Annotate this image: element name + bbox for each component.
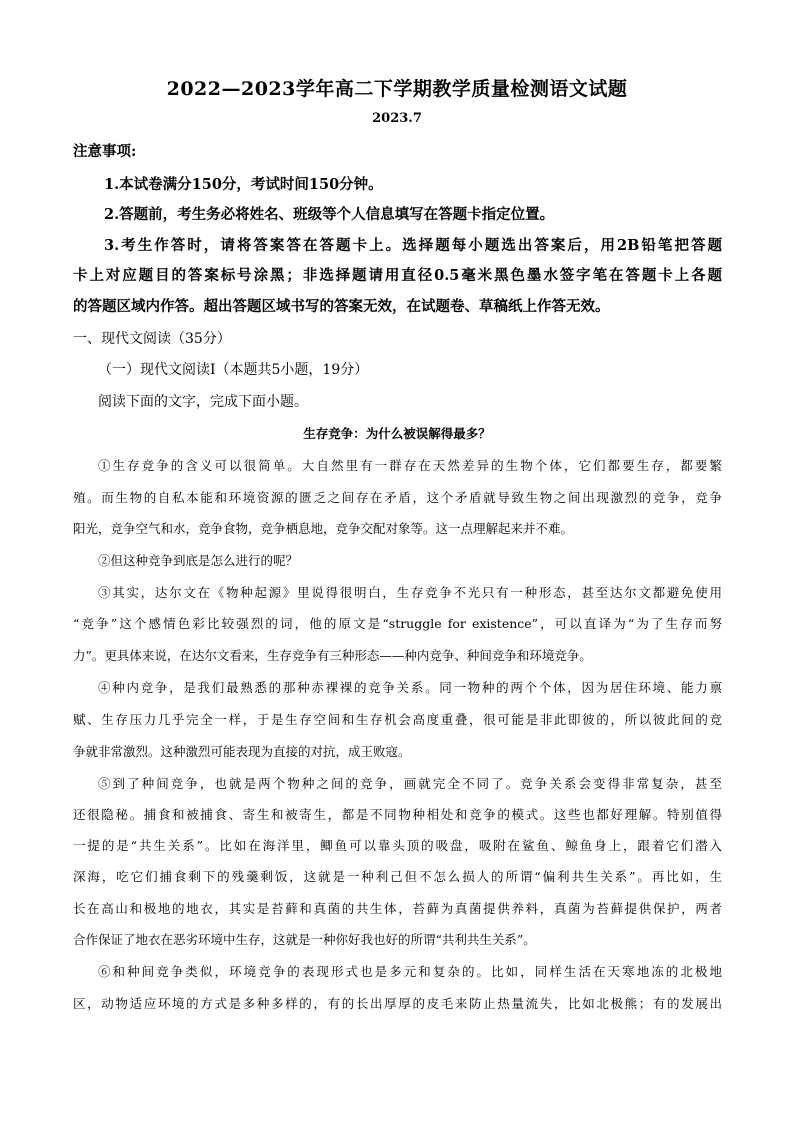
- article-line: ①生存竞争的含义可以很简单。大自然里有一群存在天然差异的生物个体，它们都要生存，都要繁: [98, 458, 722, 473]
- notice-item-3-line-2: 卡上对应题目的答案标号涂黑；非选择题请用直径0.5毫米黑色墨水签字笔在答题卡上各题: [73, 267, 722, 284]
- article-line: ④种内竞争，是我们最熟悉的那种赤裸裸的竞争关系。同一物种的两个个体，因为居住环境、能力禀: [98, 680, 722, 695]
- article-line: 力”。更具体来说，在达尔文看来，生存竞争有三种形态——种内竞争、种间竞争和环境竞争。: [73, 648, 592, 663]
- article-line: ②但这种竞争到底是怎么进行的呢？: [98, 553, 299, 568]
- article-line: ③其实，达尔文在《物种起源》里说得很明白，生存竞争不光只有一种形态，甚至达尔文都避免使用: [98, 585, 722, 600]
- notice-heading: 注意事项:: [73, 143, 137, 160]
- article-line: 一提的是“共生关系”。比如在海洋里，鲫鱼可以靠头顶的吸盘，吸附在鲨鱼、鲸鱼身上，跟着它们潜入: [73, 838, 722, 853]
- article-line: 合作保证了地衣在恶劣环境中生存，这就是一种你好我也好的所谓“共利共生关系”。: [73, 932, 536, 947]
- notice-item-3-line-1: 3.考生作答时，请将答案答在答题卡上。选择题每小题选出答案后，用2B铅笔把答题: [104, 237, 722, 254]
- exam-title: 2022—2023学年高二下学期教学质量检测语文试题: [166, 78, 628, 100]
- article-line: 殖。而生物的自私本能和环境资源的匮乏之间存在矛盾，这个矛盾就导致生物之间出现激烈的竞争，竞争: [73, 490, 722, 505]
- article-line: 区，动物适应环境的方式是多种多样的，有的长出厚厚的皮毛来防止热量流失，比如北极熊；有的发展出: [73, 996, 722, 1011]
- article-line: ⑥和种间竞争类似，环境竞争的表现形式也是多元和复杂的。比如，同样生活在天寒地冻的北极地: [98, 964, 722, 979]
- article-title: 生存竞争：为什么被误解得最多？: [303, 426, 491, 441]
- exam-date: 2023.7: [372, 111, 422, 126]
- article-line: 长在高山和极地的地衣，其实是苔藓和真菌的共生体，苔藓为真菌提供养料，真菌为苔藓提供保护，两者: [73, 901, 722, 916]
- article-line: 还很隐秘。捕食和被捕食、寄生和被寄生，都是不同物种相处和竞争的模式。这些也都好理解。特别值得: [73, 807, 722, 822]
- notice-item-1: 1.本试卷满分150分，考试时间150分钟。: [104, 176, 383, 193]
- article-line: 争就非常激烈。这种激烈可能表现为直接的对抗，成王败寇。: [73, 744, 411, 759]
- article-line: 赋、生存压力几乎完全一样，于是生存空间和生存机会高度重叠，很可能是非此即彼的，所以彼此间的竞: [73, 712, 722, 727]
- article-line: 深海，吃它们捕食剩下的残羹剩饭，这就是一种利己但不怎么损人的所谓“偏利共生关系”。再比如，生: [73, 869, 722, 884]
- notice-item-2: 2.答题前，考生务必将姓名、班级等个人信息填写在答题卡指定位置。: [104, 206, 555, 223]
- section-heading: 一、现代文阅读（35分）: [73, 331, 231, 347]
- article-line: ⑤到了种间竞争，也就是两个物种之间的竞争，画就完全不同了。竞争关系会变得非常复杂，甚至: [98, 776, 722, 791]
- article-line: “竞争”这个感情色彩比较强烈的词，他的原文是“struggle for existence”，可以直译为“为了生存而努: [73, 616, 722, 631]
- notice-item-3-line-3: 的答题区域内作答。超出答题区域书写的答案无效，在试题卷、草稿纸上作答无效。: [73, 298, 610, 315]
- section-subheading: （一）现代文阅读Ⅰ（本题共5小题，19分）: [98, 362, 369, 378]
- reading-instruction: 阅读下面的文字，完成下面小题。: [98, 394, 308, 410]
- article-line: 阳光，竞争空气和水，竞争食物，竞争栖息地，竞争交配对象等。这一点理解起来并不难。: [73, 521, 574, 536]
